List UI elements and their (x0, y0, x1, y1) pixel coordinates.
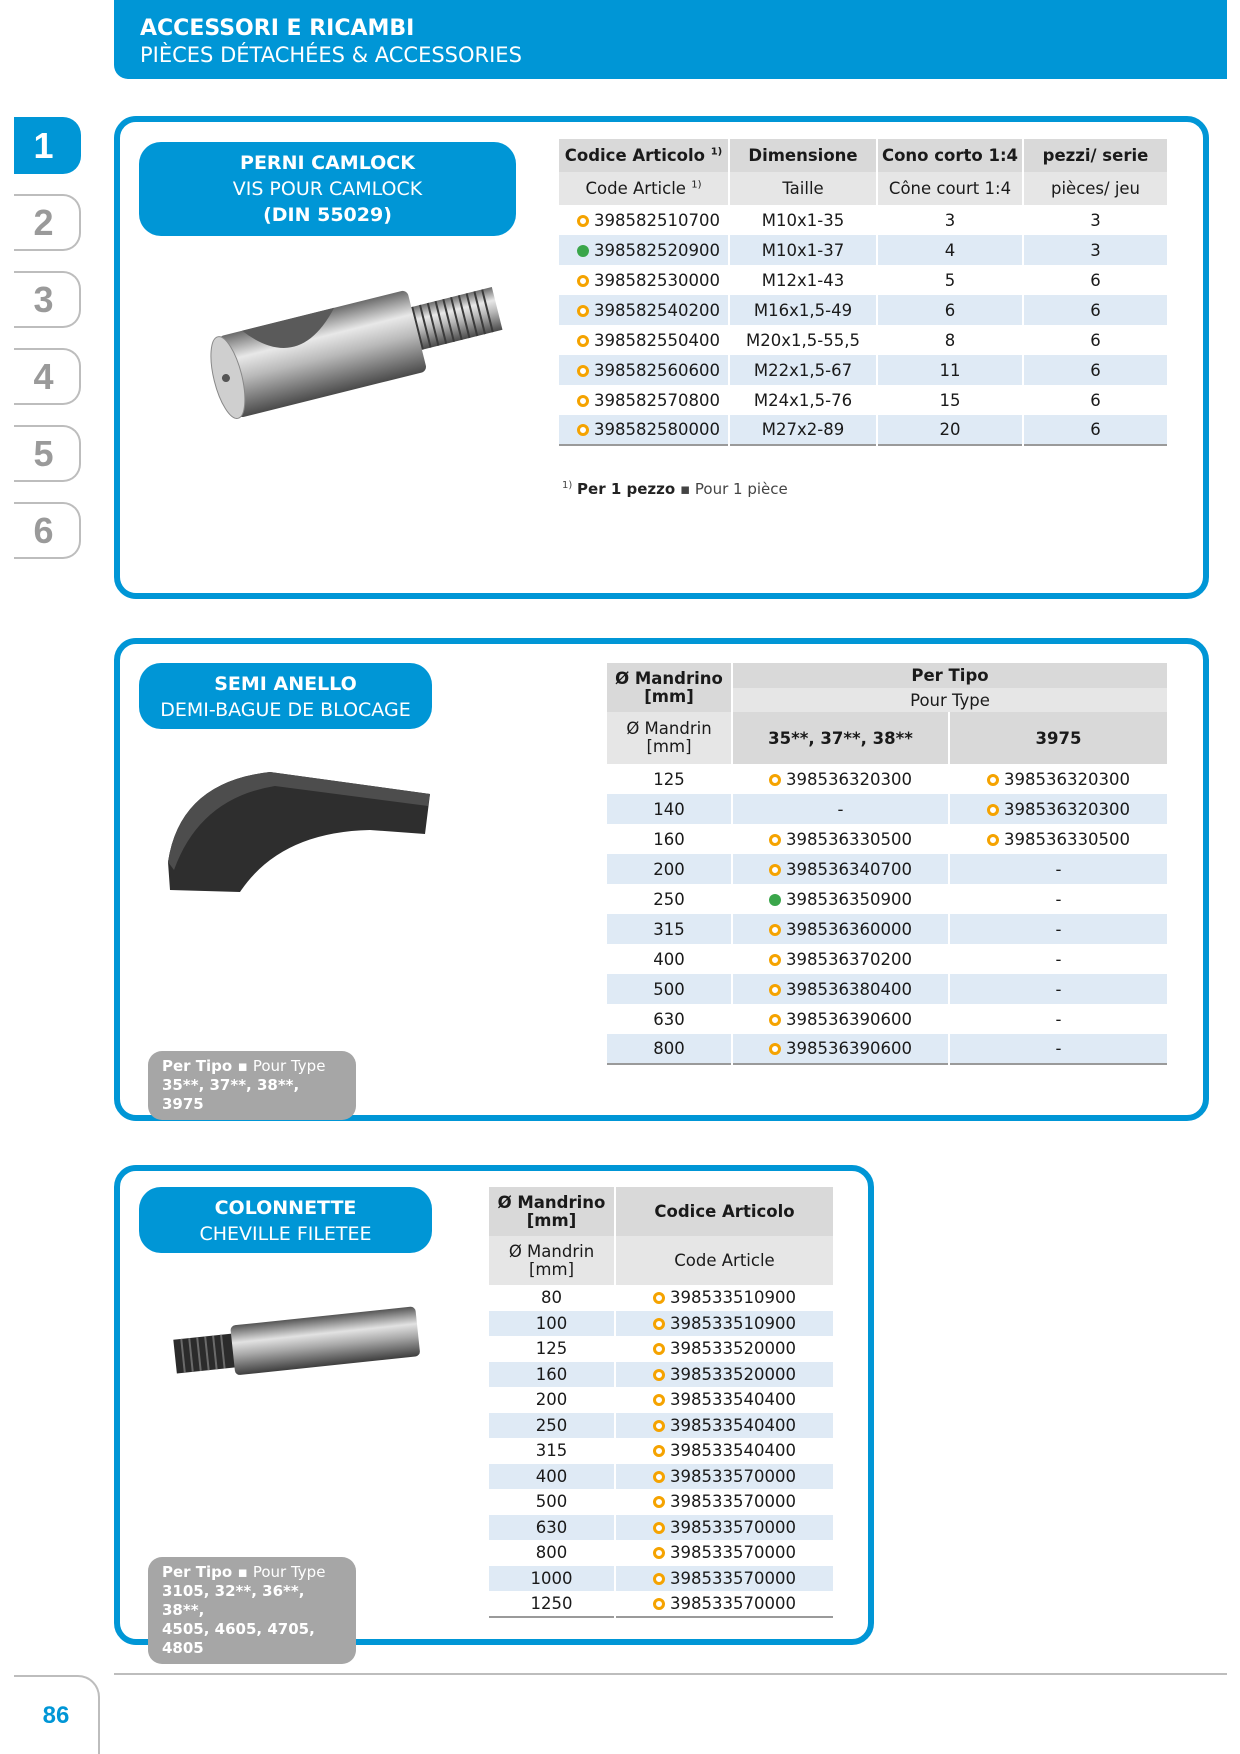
cone-value: 5 (877, 265, 1023, 295)
chapter-tab-1[interactable]: 1 (14, 117, 81, 174)
orange-status-ring-icon (653, 1292, 665, 1304)
page-header (114, 0, 1227, 79)
table-row (489, 1591, 833, 1617)
orange-status-ring-icon (577, 275, 589, 287)
chuck-diameter: 800 (535, 1543, 568, 1563)
table-row (489, 1540, 833, 1566)
orange-status-ring-icon (577, 395, 589, 407)
article-code: 398533570000 (615, 1540, 833, 1566)
article-code-type-b: - (949, 854, 1167, 884)
green-status-dot-icon (769, 894, 781, 906)
orange-status-ring-icon (987, 804, 999, 816)
article-code-type-a: 398536320300 (732, 764, 949, 794)
article-code-type-b: - (949, 1004, 1167, 1034)
chuck-diameter: 315 (653, 919, 685, 939)
orange-status-ring-icon (577, 215, 589, 227)
chuck-diameter: 250 (653, 889, 685, 909)
chuck-diameter: 250 (535, 1415, 568, 1435)
chuck-diameter: 160 (653, 829, 685, 849)
section-camlock-title (139, 142, 516, 236)
orange-status-ring-icon (987, 834, 999, 846)
semi-ring-col-diameter: Ø Mandrino [mm] (607, 663, 732, 712)
chuck-diameter: 140 (653, 799, 685, 819)
dimension: M20x1,5-55,5 (729, 325, 877, 355)
article-code: 398582520900 (559, 235, 729, 265)
cone-value: 4 (877, 235, 1023, 265)
article-code-type-a: 398536330500 (732, 824, 949, 854)
article-code: 398582580000 (559, 415, 729, 445)
pieces-per-set: 6 (1023, 415, 1167, 445)
orange-status-ring-icon (769, 774, 781, 786)
orange-status-ring-icon (769, 984, 781, 996)
chapter-tab-5[interactable]: 5 (14, 425, 81, 482)
chuck-diameter: 1000 (530, 1568, 573, 1588)
dimension: M12x1-43 (729, 265, 877, 295)
colonnette-title-fr: CHEVILLE FILETEE (199, 1223, 372, 1245)
orange-status-ring-icon (769, 1043, 781, 1055)
table-row (607, 884, 1167, 914)
semi-ring-title-fr: DEMI-BAGUE DE BLOCAGE (160, 699, 411, 721)
table-row (559, 235, 1167, 265)
article-code: 398533510900 (615, 1285, 833, 1311)
semi-ring-table (607, 663, 1167, 1065)
camlock-col-dim: Dimensione (729, 139, 877, 172)
article-code-type-b: 398536320300 (949, 764, 1167, 794)
camlock-subcol-cone: Cône court 1:4 (877, 172, 1023, 205)
camlock-col-cone: Cono corto 1:4 (877, 139, 1023, 172)
table-row (489, 1515, 833, 1541)
pieces-per-set: 3 (1023, 205, 1167, 235)
camlock-col-pcs: pezzi/ serie (1023, 139, 1167, 172)
chuck-diameter: 630 (535, 1517, 568, 1537)
article-code: 398533570000 (615, 1489, 833, 1515)
orange-status-ring-icon (653, 1318, 665, 1330)
table-row (559, 265, 1167, 295)
camlock-subcol-pcs: pièces/ jeu (1023, 172, 1167, 205)
table-row (607, 944, 1167, 974)
article-code-type-a: 398536360000 (732, 914, 949, 944)
camlock-screw-image (195, 280, 510, 420)
chuck-diameter: 500 (535, 1492, 568, 1512)
article-code-type-a: 398536390600 (732, 1004, 949, 1034)
orange-status-ring-icon (653, 1496, 665, 1508)
cone-value: 20 (877, 415, 1023, 445)
article-code-type-b: - (949, 944, 1167, 974)
pieces-per-set: 6 (1023, 325, 1167, 355)
table-row (559, 385, 1167, 415)
orange-status-ring-icon (769, 1014, 781, 1026)
article-code-type-b: - (949, 1034, 1167, 1064)
table-row (489, 1464, 833, 1490)
table-row (489, 1413, 833, 1439)
semi-ring-col-type-a: 35**, 37**, 38** (732, 712, 949, 764)
table-row (489, 1438, 833, 1464)
table-row (607, 824, 1167, 854)
table-row (489, 1311, 833, 1337)
orange-status-ring-icon (769, 864, 781, 876)
orange-status-ring-icon (653, 1369, 665, 1381)
article-code-type-b: - (949, 974, 1167, 1004)
semi-ring-subcol-diameter: Ø Mandrin [mm] (607, 712, 732, 764)
orange-status-ring-icon (769, 834, 781, 846)
chuck-diameter: 160 (535, 1364, 568, 1384)
chuck-diameter: 125 (535, 1339, 568, 1359)
article-code-type-b: - (949, 914, 1167, 944)
article-code-type-a: 398536340700 (732, 854, 949, 884)
semi-ring-image (160, 762, 435, 902)
camlock-footnote: $^{1)}$ Per 1 pezzo ▪ Pour 1 pièce (562, 480, 788, 498)
article-code: 398582540200 (559, 295, 729, 325)
table-row (607, 1004, 1167, 1034)
table-row (489, 1336, 833, 1362)
dimension: M10x1-37 (729, 235, 877, 265)
orange-status-ring-icon (653, 1471, 665, 1483)
header-subtitle: PIÈCES DÉTACHÉES & ACCESSORIES (140, 43, 522, 67)
orange-status-ring-icon (653, 1445, 665, 1457)
chapter-tab-4[interactable]: 4 (14, 348, 81, 405)
colonnette-subcol-diameter: Ø Mandrin [mm] (489, 1236, 615, 1285)
article-code: 398533540400 (615, 1387, 833, 1413)
pieces-per-set: 3 (1023, 235, 1167, 265)
table-row (559, 295, 1167, 325)
cone-value: 6 (877, 295, 1023, 325)
chuck-diameter: 800 (653, 1039, 685, 1058)
article-code: 398533520000 (615, 1336, 833, 1362)
table-row (489, 1489, 833, 1515)
orange-status-ring-icon (769, 954, 781, 966)
semi-ring-title-it: SEMI ANELLO (214, 673, 357, 695)
table-row (607, 914, 1167, 944)
colonnette-table (489, 1187, 833, 1618)
orange-status-ring-icon (577, 305, 589, 317)
dimension: M27x2-89 (729, 415, 877, 445)
camlock-title-it: PERNI CAMLOCK (240, 152, 415, 174)
article-code: 398533540400 (615, 1413, 833, 1439)
semi-ring-type-pill: Per Tipo ▪ Pour Type 35**, 37**, 38**, 3975 (148, 1051, 356, 1120)
table-row (489, 1566, 833, 1592)
table-row (489, 1362, 833, 1388)
orange-status-ring-icon (577, 365, 589, 377)
orange-status-ring-icon (653, 1573, 665, 1585)
table-row (559, 205, 1167, 235)
table-row (607, 794, 1167, 824)
orange-status-ring-icon (653, 1598, 665, 1610)
orange-status-ring-icon (577, 424, 589, 436)
article-code: 398533570000 (615, 1591, 833, 1617)
table-row (607, 1034, 1167, 1064)
cone-value: 3 (877, 205, 1023, 235)
chapter-tab-2[interactable]: 2 (14, 194, 81, 251)
table-row (559, 415, 1167, 445)
camlock-title-fr: VIS POUR CAMLOCK (232, 178, 423, 200)
chapter-tab-3[interactable]: 3 (14, 271, 81, 328)
article-code-type-a: 398536380400 (732, 974, 949, 1004)
dimension: M10x1-35 (729, 205, 877, 235)
table-row (559, 325, 1167, 355)
section-colonnette-title (139, 1187, 432, 1253)
article-code-type-b: 398536330500 (949, 824, 1167, 854)
table-row (607, 854, 1167, 884)
table-row (489, 1387, 833, 1413)
chuck-diameter: 100 (535, 1313, 568, 1333)
article-code-type-b: - (949, 884, 1167, 914)
green-status-dot-icon (577, 245, 589, 257)
chuck-diameter: 200 (653, 859, 685, 879)
article-code-type-a: 398536350900 (732, 884, 949, 914)
cone-value: 8 (877, 325, 1023, 355)
camlock-subcol-dim: Taille (729, 172, 877, 205)
chuck-diameter: 400 (535, 1466, 568, 1486)
article-code: 398533540400 (615, 1438, 833, 1464)
article-code: 398582550400 (559, 325, 729, 355)
orange-status-ring-icon (769, 924, 781, 936)
article-code-type-a: 398536370200 (732, 944, 949, 974)
orange-status-ring-icon (653, 1522, 665, 1534)
dimension: M24x1,5-76 (729, 385, 877, 415)
footer-divider (114, 1673, 1227, 1675)
colonnette-type-pill: Per Tipo ▪ Pour Type 3105, 32**, 36**, 38**, 4505, 4605, 4705, 4805 (148, 1557, 356, 1664)
chuck-diameter: 80 (541, 1288, 562, 1308)
semi-ring-col-group-fr: Pour Type (732, 688, 1167, 712)
article-code: 398533570000 (615, 1464, 833, 1490)
orange-status-ring-icon (653, 1343, 665, 1355)
colonnette-col-diameter: Ø Mandrino [mm] (489, 1187, 615, 1236)
colonnette-title-it: COLONNETTE (214, 1197, 357, 1219)
chuck-diameter: 500 (653, 979, 685, 999)
colonnette-image (170, 1295, 425, 1385)
chuck-diameter: 125 (653, 769, 685, 789)
table-row (607, 974, 1167, 1004)
article-code-type-a: 398536390600 (732, 1034, 949, 1064)
article-code: 398582530000 (559, 265, 729, 295)
article-code: 398533520000 (615, 1362, 833, 1388)
camlock-title-norm: (DIN 55029) (263, 204, 392, 226)
table-row (607, 764, 1167, 794)
article-code: 398533570000 (615, 1566, 833, 1592)
camlock-col-code: Codice Articolo $^{1)}$ (559, 139, 729, 172)
chuck-diameter: 200 (535, 1390, 568, 1410)
pieces-per-set: 6 (1023, 385, 1167, 415)
chapter-tab-6[interactable]: 6 (14, 502, 81, 559)
cone-value: 15 (877, 385, 1023, 415)
article-code: 398533570000 (615, 1515, 833, 1541)
table-row (559, 355, 1167, 385)
table-row (489, 1285, 833, 1311)
semi-ring-col-type-b: 3975 (949, 712, 1167, 764)
page-number: 86 (14, 1675, 100, 1754)
camlock-table (559, 139, 1167, 446)
dimension: M22x1,5-67 (729, 355, 877, 385)
semi-ring-col-group: Per Tipo (732, 663, 1167, 688)
pieces-per-set: 6 (1023, 355, 1167, 385)
dimension: M16x1,5-49 (729, 295, 877, 325)
pieces-per-set: 6 (1023, 295, 1167, 325)
chuck-diameter: 400 (653, 949, 685, 969)
chuck-diameter: 1250 (530, 1593, 573, 1613)
orange-status-ring-icon (653, 1420, 665, 1432)
header-title: ACCESSORI E RICAMBI (140, 16, 415, 41)
article-code: 398533510900 (615, 1311, 833, 1337)
chuck-diameter: 315 (535, 1441, 568, 1461)
article-code: 398582560600 (559, 355, 729, 385)
orange-status-ring-icon (653, 1547, 665, 1559)
orange-status-ring-icon (653, 1394, 665, 1406)
pieces-per-set: 6 (1023, 265, 1167, 295)
section-semi-ring-title (139, 663, 432, 729)
chuck-diameter: 630 (653, 1009, 685, 1029)
camlock-subcol-code: Code Article $^{1)}$ (559, 172, 729, 205)
article-code-type-b: 398536320300 (949, 794, 1167, 824)
article-code-type-a: - (732, 794, 949, 824)
colonnette-col-code: Codice Articolo (615, 1187, 833, 1236)
cone-value: 11 (877, 355, 1023, 385)
orange-status-ring-icon (987, 774, 999, 786)
article-code: 398582510700 (559, 205, 729, 235)
orange-status-ring-icon (577, 335, 589, 347)
article-code: 398582570800 (559, 385, 729, 415)
colonnette-subcol-code: Code Article (615, 1236, 833, 1285)
